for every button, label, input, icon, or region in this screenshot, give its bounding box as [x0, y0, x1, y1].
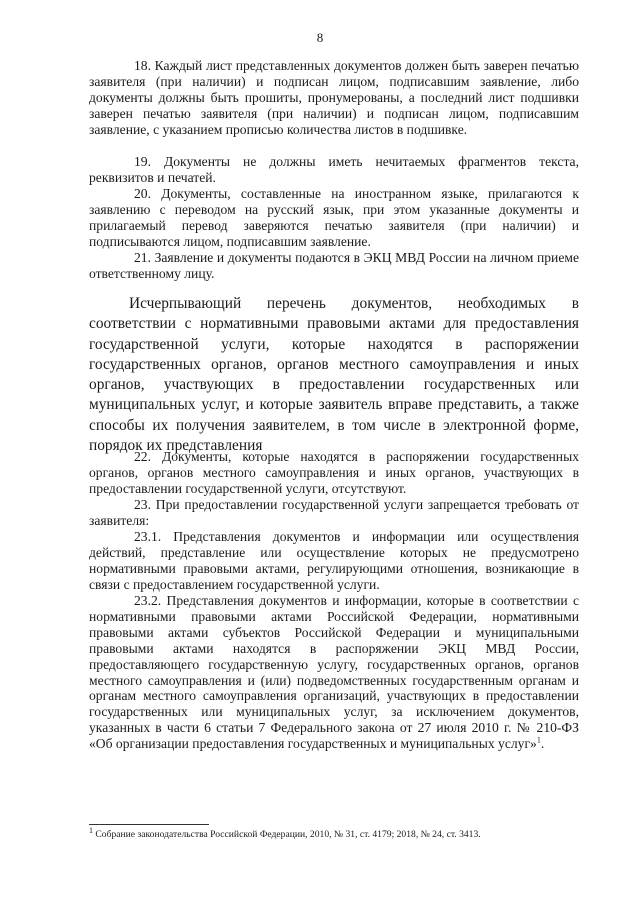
paragraph-18: 18. Каждый лист представленных документов должен быть заверен печатью заявителя (при наличии) и подписан лицом, подписавшим заявление, либо документы должны быть прошиты, пронумерованы, а последний лист подшивки заверен печатью заявителя (при наличии) и подписан лицом, подписавшим заявление, с указанием прописью количества листов в подшивке.	[89, 58, 579, 137]
page-number: 8	[316, 30, 324, 45]
paragraph-22: 22. Документы, которые находятся в распоряжении государственных органов, органов местного самоуправления и иных органов, участвующих в предоставлении государственной услуги, отсутствуют.	[89, 449, 579, 496]
paragraph-23-1: 23.1. Представления документов и информации или осуществления действий, представление или осуществление которых не предусмотрено нормативными правовыми актами, регулирующими отношения, возникающие в связи с предоставлением государственной услуги.	[89, 529, 579, 592]
paragraph-23: 23. При предоставлении государственной услуги запрещается требовать от заявителя:	[89, 497, 579, 528]
paragraph-20: 20. Документы, составленные на иностранном языке, прилагаются к заявлению с переводом на русский язык, при этом указанные документы и прилагаемый перевод заверяются печатью заявителя (при наличии) и подписываются лицом, подписавшим заявление.	[89, 186, 579, 249]
section-heading: Исчерпывающий перечень документов, необходимых в соответствии с нормативными правовыми актами для предоставления государственной услуги, которые находятся в распоряжении государственных органов, органов местного самоуправления и иных органов, участвующих в предоставлении государственных или муниципальных услуг, и которые заявитель вправе представить, а также способы их получения заявителем, в том числе в электронной форме, порядок их представления	[89, 295, 579, 455]
paragraph-19: 19. Документы не должны иметь нечитаемых фрагментов текста, реквизитов и печатей.	[89, 154, 579, 185]
paragraph-23-2: 23.2. Представления документов и информации, которые в соответствии с нормативными правовыми актами Российской Федерации, нормативными правовыми актами субъектов Российской Федерации и муниципальными правовыми актами находятся в распоряжении ЭКЦ МВД России, предоставляющего государственную услугу, государственных органов, органов местного самоуправления и (или) подведомственных государственным органам и органам местного самоуправления организаций, участвующих в предоставлении государственных или муниципальных услуг, за исключением документов, указанных в части 6 статьи 7 Федерального закона от 27 июля 2010 г. № 210-ФЗ «Об организации предоставления государственных и муниципальных услуг»$^1$.	[89, 593, 579, 752]
footnote-marker: 1	[89, 825, 93, 835]
footnote-divider	[89, 824, 209, 825]
footnote-reference[interactable]: 1	[536, 735, 541, 745]
paragraph-21: 21. Заявление и документы подаются в ЭКЦ МВД России на личном приеме ответственному лицу.	[89, 250, 579, 281]
footnote	[89, 825, 599, 841]
footnote-text: Собрание законодательства Российской Федерации, 2010, № 31, ст. 4179; 2018, № 24, ст. 3413.	[95, 829, 481, 840]
paragraph-23-2-text: 23.2. Представления документов и информации, которые в соответствии с нормативными правовыми актами Российской Федерации, нормативными правовыми актами субъектов Российской Федерации и муниципальными правовыми актами находятся в распоряжении ЭКЦ МВД России, предоставляющего государственную услугу, государственных органов, органов местного самоуправления и (или) подведомственных государственным органам и органам местного самоуправления организаций, участвующих в предоставлении государственных или муниципальных услуг, за исключением документов, указанных в части 6 статьи 7 Федерального закона от 27 июля 2010 г. № 210-ФЗ «Об организации предоставления государственных и муниципальных услуг»	[89, 593, 579, 752]
